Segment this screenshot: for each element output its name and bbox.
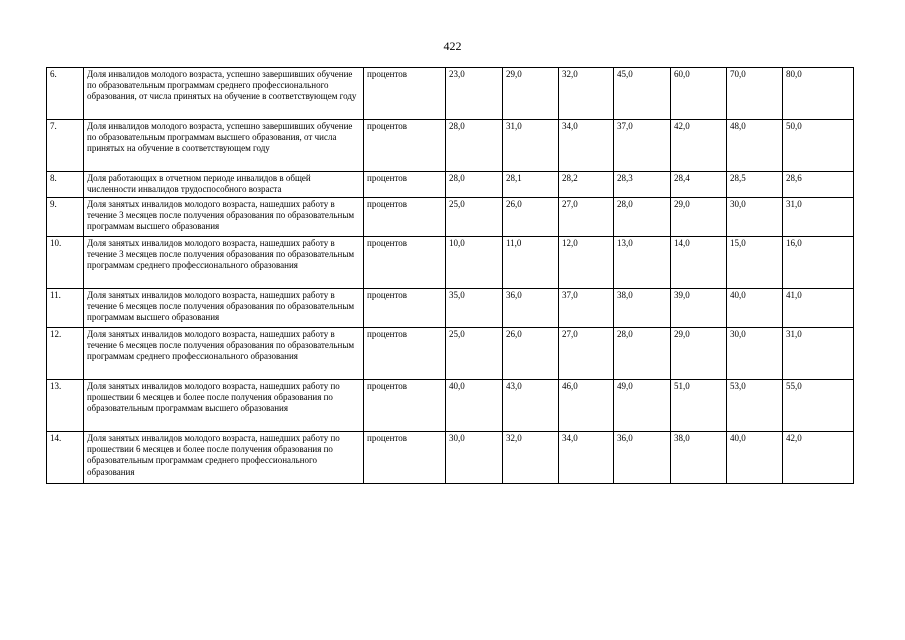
unit-cell: процентов — [364, 328, 446, 380]
value-cell: 49,0 — [614, 380, 671, 432]
value-cell: 15,0 — [727, 237, 783, 289]
unit-cell: процентов — [364, 432, 446, 484]
value-cell: 27,0 — [559, 198, 614, 237]
table-row — [47, 328, 854, 380]
value-cell: 13,0 — [614, 237, 671, 289]
value-cell: 30,0 — [727, 198, 783, 237]
value-cell: 23,0 — [446, 68, 503, 120]
value-cell: 35,0 — [446, 289, 503, 328]
value-cell: 32,0 — [503, 432, 559, 484]
value-cell: 60,0 — [671, 68, 727, 120]
value-cell: 38,0 — [671, 432, 727, 484]
value-cell: 11,0 — [503, 237, 559, 289]
value-cell: 28,5 — [727, 172, 783, 198]
unit-cell: процентов — [364, 198, 446, 237]
value-cell: 31,0 — [503, 120, 559, 172]
unit-cell: процентов — [364, 289, 446, 328]
value-cell: 34,0 — [559, 120, 614, 172]
value-cell: 16,0 — [783, 237, 854, 289]
value-cell: 50,0 — [783, 120, 854, 172]
unit-cell: процентов — [364, 237, 446, 289]
row-number: 9. — [47, 198, 84, 237]
value-cell: 28,6 — [783, 172, 854, 198]
indicators-table — [46, 67, 854, 484]
table-row — [47, 198, 854, 237]
value-cell: 31,0 — [783, 328, 854, 380]
value-cell: 25,0 — [446, 198, 503, 237]
value-cell: 40,0 — [727, 432, 783, 484]
indicator-name: Доля инвалидов молодого возраста, успешно завершивших обучение по образовательным программам высшего образования, от числа принятых на обучение в соответствующем году — [84, 120, 364, 172]
row-number: 14. — [47, 432, 84, 484]
indicator-name: Доля занятых инвалидов молодого возраста, нашедших работу в течение 6 месяцев после получения образования по образовательным программам высшего образования — [84, 289, 364, 328]
unit-cell: процентов — [364, 380, 446, 432]
value-cell: 39,0 — [671, 289, 727, 328]
table-row — [47, 172, 854, 198]
unit-cell: процентов — [364, 172, 446, 198]
value-cell: 55,0 — [783, 380, 854, 432]
value-cell: 37,0 — [559, 289, 614, 328]
value-cell: 28,1 — [503, 172, 559, 198]
row-number: 8. — [47, 172, 84, 198]
row-number: 6. — [47, 68, 84, 120]
table-row — [47, 237, 854, 289]
value-cell: 28,4 — [671, 172, 727, 198]
value-cell: 53,0 — [727, 380, 783, 432]
table-row — [47, 432, 854, 484]
value-cell: 29,0 — [503, 68, 559, 120]
value-cell: 28,0 — [446, 172, 503, 198]
value-cell: 29,0 — [671, 328, 727, 380]
row-number: 13. — [47, 380, 84, 432]
row-number: 7. — [47, 120, 84, 172]
value-cell: 27,0 — [559, 328, 614, 380]
value-cell: 42,0 — [783, 432, 854, 484]
value-cell: 38,0 — [614, 289, 671, 328]
table-row — [47, 120, 854, 172]
value-cell: 51,0 — [671, 380, 727, 432]
value-cell: 28,0 — [614, 198, 671, 237]
value-cell: 12,0 — [559, 237, 614, 289]
value-cell: 34,0 — [559, 432, 614, 484]
table-row — [47, 289, 854, 328]
value-cell: 29,0 — [671, 198, 727, 237]
value-cell: 31,0 — [783, 198, 854, 237]
value-cell: 25,0 — [446, 328, 503, 380]
value-cell: 43,0 — [503, 380, 559, 432]
value-cell: 30,0 — [727, 328, 783, 380]
table-row — [47, 68, 854, 120]
indicator-name: Доля занятых инвалидов молодого возраста, нашедших работу в течение 6 месяцев после получения образования по образовательным программам среднего профессионального образования — [84, 328, 364, 380]
value-cell: 26,0 — [503, 328, 559, 380]
indicator-name: Доля занятых инвалидов молодого возраста, нашедших работу в течение 3 месяцев после получения образования по образовательным программам высшего образования — [84, 198, 364, 237]
value-cell: 37,0 — [614, 120, 671, 172]
unit-cell: процентов — [364, 120, 446, 172]
value-cell: 28,0 — [446, 120, 503, 172]
unit-cell: процентов — [364, 68, 446, 120]
value-cell: 14,0 — [671, 237, 727, 289]
indicator-name: Доля инвалидов молодого возраста, успешно завершивших обучение по образовательным программам среднего профессионального образования, от числа принятых на обучение в соответствующем году — [84, 68, 364, 120]
row-number: 11. — [47, 289, 84, 328]
value-cell: 36,0 — [614, 432, 671, 484]
table-row — [47, 380, 854, 432]
value-cell: 42,0 — [671, 120, 727, 172]
row-number: 12. — [47, 328, 84, 380]
value-cell: 45,0 — [614, 68, 671, 120]
value-cell: 41,0 — [783, 289, 854, 328]
indicator-name: Доля занятых инвалидов молодого возраста, нашедших работу в течение 3 месяцев после получения образования по образовательным программам среднего профессионального образования — [84, 237, 364, 289]
value-cell: 70,0 — [727, 68, 783, 120]
value-cell: 80,0 — [783, 68, 854, 120]
value-cell: 46,0 — [559, 380, 614, 432]
page-number: 422 — [443, 39, 462, 53]
value-cell: 28,3 — [614, 172, 671, 198]
indicator-name: Доля занятых инвалидов молодого возраста, нашедших работу по прошествии 6 месяцев и более после получения образования по образовательным программам среднего профессионального образования — [84, 432, 364, 484]
value-cell: 40,0 — [727, 289, 783, 328]
value-cell: 30,0 — [446, 432, 503, 484]
value-cell: 10,0 — [446, 237, 503, 289]
value-cell: 28,2 — [559, 172, 614, 198]
indicator-name: Доля занятых инвалидов молодого возраста, нашедших работу по прошествии 6 месяцев и более после получения образования по образовательным программам высшего образования — [84, 380, 364, 432]
value-cell: 32,0 — [559, 68, 614, 120]
value-cell: 36,0 — [503, 289, 559, 328]
value-cell: 48,0 — [727, 120, 783, 172]
row-number: 10. — [47, 237, 84, 289]
value-cell: 26,0 — [503, 198, 559, 237]
value-cell: 28,0 — [614, 328, 671, 380]
indicator-name: Доля работающих в отчетном периоде инвалидов в общей численности инвалидов трудоспособного возраста — [84, 172, 364, 198]
value-cell: 40,0 — [446, 380, 503, 432]
